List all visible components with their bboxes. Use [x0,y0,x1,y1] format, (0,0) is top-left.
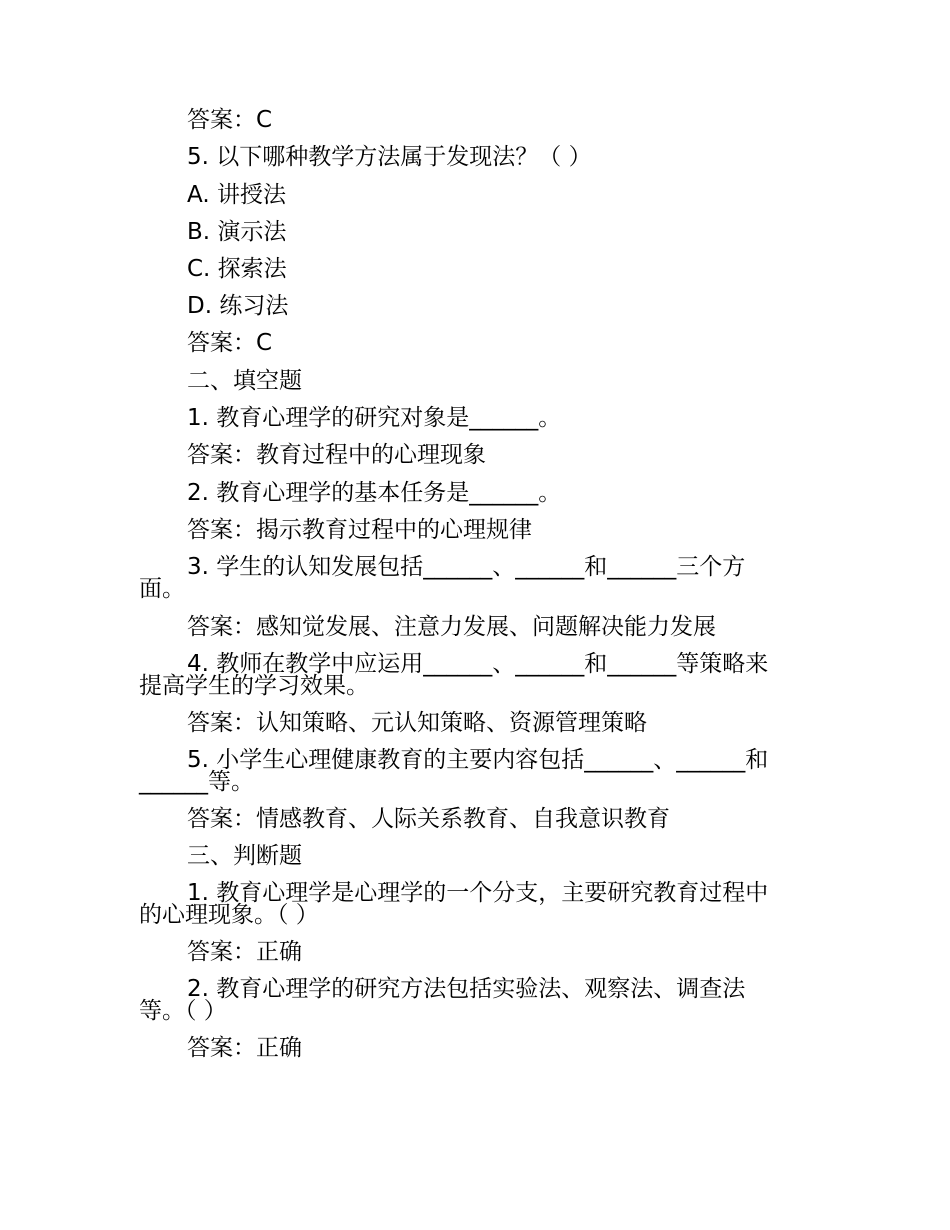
fill-question-2: 2. 教育心理学的基本任务是______。 [187,480,562,506]
judge-answer-1: 答案：正确 [187,939,302,965]
option-d: D. 练习法 [187,293,289,319]
section-heading-fill-blank: 二、填空题 [187,368,302,394]
answer-line: 答案：C [187,330,273,356]
section-heading-true-false: 三、判断题 [187,843,302,869]
fill-question-5 [139,745,827,797]
judge-question-1 [139,878,827,930]
fill-question-5-line-1: 5. 小学生心理健康教育的主要内容包括______、______和 [187,747,769,773]
fill-question-3-line-1: 3. 学生的认知发展包括______、______和______三个方 [187,554,746,580]
option-b: B. 演示法 [187,219,287,245]
judge-question-2-line-2: 等。（ ） [139,998,227,1024]
fill-answer-2: 答案：揭示教育过程中的心理规律 [187,517,532,543]
judge-question-2-line-1: 2. 教育心理学的研究方法包括实验法、观察法、调查法 [187,976,746,1002]
fill-question-4-line-1: 4. 教师在教学中应运用______、______和______等策略来 [187,651,769,677]
fill-question-4 [139,649,827,701]
fill-question-5-line-2: ______等。 [139,769,254,795]
fill-question-3 [139,552,827,604]
option-c: C. 探索法 [187,256,287,282]
judge-question-2 [139,974,827,1026]
question-5-discovery-method: 5. 以下哪种教学方法属于发现法？（ ） [187,144,592,170]
fill-answer-4: 答案：认知策略、元认知策略、资源管理策略 [187,710,647,736]
fill-answer-1: 答案：教育过程中的心理现象 [187,442,486,468]
judge-question-1-line-1: 1. 教育心理学是心理学的一个分支，主要研究教育过程中 [187,880,769,906]
fill-answer-5: 答案：情感教育、人际关系教育、自我意识教育 [187,806,670,832]
fill-question-4-line-2: 提高学生的学习效果。 [139,673,369,699]
judge-question-1-line-2: 的心理现象。（ ） [139,902,319,928]
answer-line: 答案：C [187,107,273,133]
option-a: A. 讲授法 [187,182,286,208]
fill-question-3-line-2: 面。 [139,576,185,602]
fill-answer-3: 答案：感知觉发展、注意力发展、问题解决能力发展 [187,614,716,640]
judge-answer-2: 答案：正确 [187,1035,302,1061]
fill-question-1: 1. 教育心理学的研究对象是______。 [187,405,562,431]
